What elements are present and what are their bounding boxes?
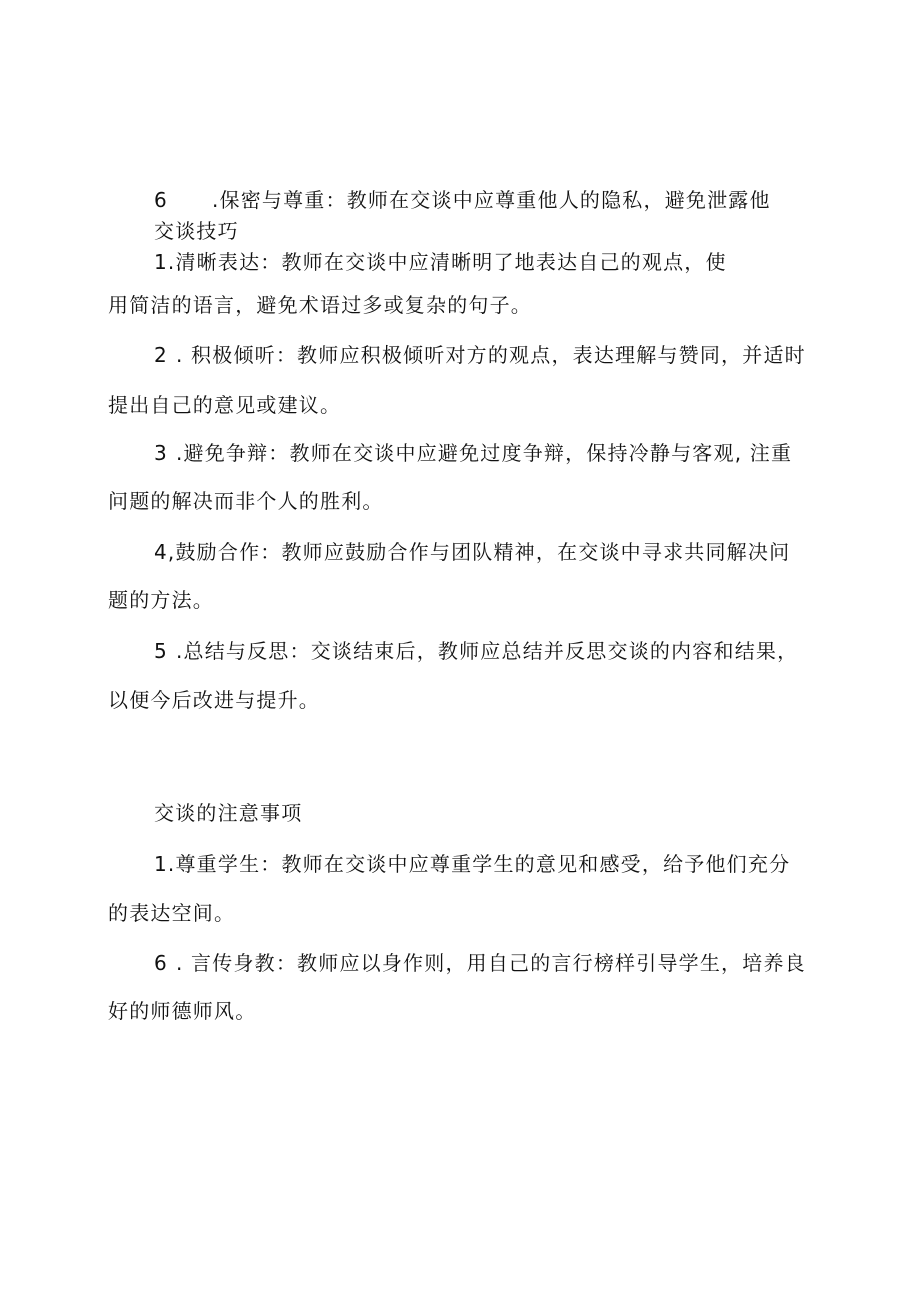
item-number: 2 [154, 343, 168, 367]
section1-item4-line2: 题的方法。 [108, 588, 214, 612]
section1-item2-line2: 提出自己的意见或建议。 [108, 393, 342, 417]
section2-heading: 交谈的注意事项 [154, 801, 303, 825]
item-number: 1. [154, 852, 176, 876]
item-text: 鼓励合作：教师应鼓励合作与团队精神，在交谈中寻求共同解决问 [175, 540, 791, 564]
item-number: 3 [154, 441, 168, 465]
item-text: . 言传身教：教师应以身作则，用自己的言行榜样引导学生，培养良 [175, 951, 806, 975]
section1-item5-line2: 以便今后改进与提升。 [108, 688, 320, 712]
top-item-line [154, 188, 771, 212]
item-text: .总结与反思：交谈结束后，教师应总结并反思交谈的内容和结果， [175, 639, 799, 663]
item-text: .避免争辩：教师在交谈中应避免过度争辩，保持冷静与客观, 注重 [175, 441, 793, 465]
item-number: 5 [154, 639, 168, 663]
section1-item3-line2: 问题的解决而非个人的胜利。 [108, 489, 384, 513]
section1-item1-line1 [154, 250, 727, 274]
section1-item4-line1 [154, 540, 790, 564]
section2-item1-line2: 的表达空间。 [108, 901, 236, 925]
item-number: 4, [154, 540, 176, 564]
top-item-text: .保密与尊重：教师在交谈中应尊重他人的隐私，避免泄露他 [211, 188, 771, 212]
item-text: 清晰表达：教师在交谈中应清晰明了地表达自己的观点，使 [175, 250, 727, 274]
section2-item2-line1 [154, 951, 806, 975]
section1-item5-line1 [154, 639, 798, 663]
item-number: 1. [154, 250, 176, 274]
section1-heading: 交谈技巧 [154, 219, 239, 243]
section2-item2-line2: 好的师德师风。 [108, 999, 257, 1023]
section1-item1-line2: 用简洁的语言，避免术语过多或复杂的句子。 [108, 293, 532, 317]
item-number: 6 [154, 951, 168, 975]
section2-item1-line1 [154, 852, 790, 876]
top-item-number: 6 [154, 188, 168, 212]
section1-item2-line1 [154, 343, 806, 367]
section1-item3-line1 [154, 441, 792, 465]
item-text: 尊重学生：教师在交谈中应尊重学生的意见和感受，给予他们充分 [175, 852, 791, 876]
item-text: . 积极倾听：教师应积极倾听对方的观点，表达理解与赞同，并适时 [175, 343, 806, 367]
